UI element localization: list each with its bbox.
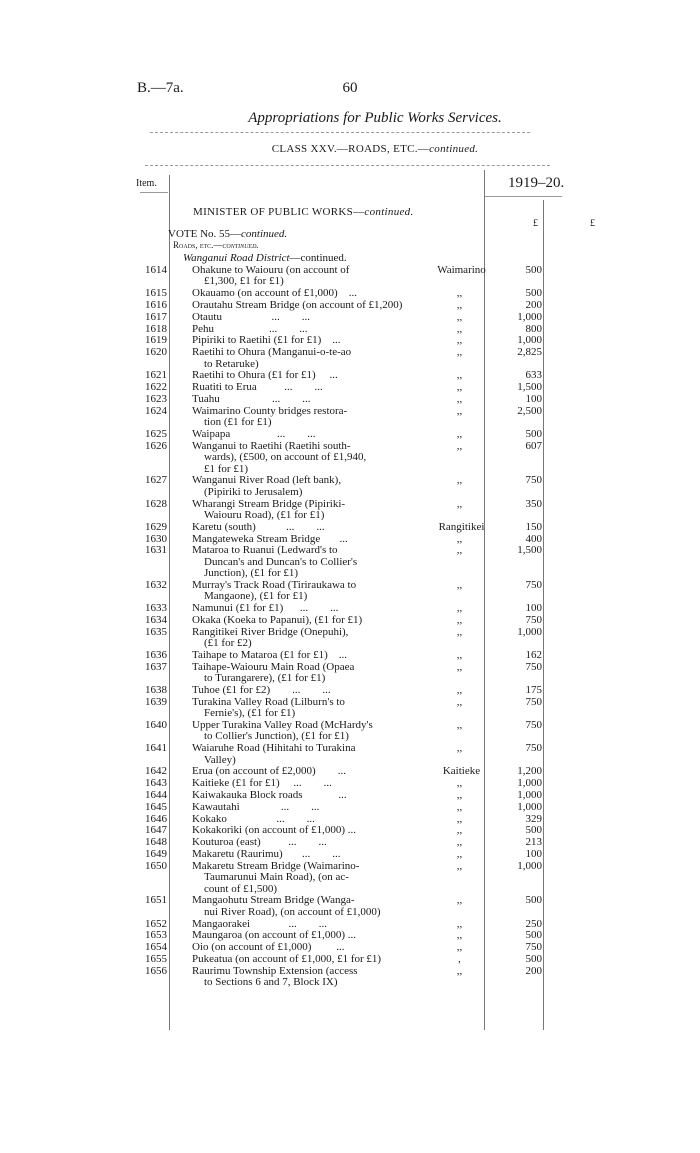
item-amount: 500 (525, 287, 542, 300)
item-county: ,, (456, 824, 463, 837)
item-county: ,, (456, 299, 463, 311)
vote-heading (168, 228, 287, 240)
item-number: 1628 (145, 497, 167, 510)
item-description-line: Pehu ... ... (192, 322, 308, 335)
item-county: ,, (456, 836, 463, 849)
item-number: 1615 (145, 287, 167, 300)
item-description-line: Wanganui River Road (left bank), (192, 474, 342, 487)
item-county: ,, (456, 497, 463, 510)
item-description-line: Waiouru Road), (£1 for £1) (204, 509, 325, 521)
item-amount: 162 (525, 649, 542, 661)
item-number: 1654 (145, 941, 167, 954)
item-amount: 350 (525, 497, 542, 510)
item-county: ,, (456, 848, 463, 860)
item-amount: 607 (525, 439, 542, 452)
item-county: ,, (456, 800, 463, 813)
item-description-line: Namunui (£1 for £1) ... ... (192, 602, 339, 615)
item-number: 1649 (145, 848, 167, 860)
item-amount: 750 (525, 941, 542, 954)
roads-subheading-main: Roads, etc.— (173, 240, 223, 250)
item-county: ,, (456, 474, 463, 487)
item-county: ,, (456, 334, 463, 347)
item-amount: 329 (525, 812, 542, 825)
item-column-rule (169, 175, 170, 1030)
item-number: 1633 (145, 602, 167, 615)
item-county: ,, (456, 369, 463, 382)
item-description-line: Taihape-Waiouru Main Road (Opaea (192, 660, 355, 673)
amount-column-rule-right (543, 200, 544, 1030)
item-amount: 1,500 (517, 381, 542, 394)
item-description-line: Waipapa ... ... (192, 428, 316, 440)
page-title: Appropriations for Public Works Services. (248, 110, 502, 126)
item-description-line: Raetihi to Ohura (£1 for £1) ... (192, 369, 338, 382)
item-county: ,, (456, 544, 463, 557)
item-description-line: Taumarunui Main Road), (on ac- (204, 871, 349, 884)
item-number: 1638 (145, 684, 167, 696)
item-description-line: Mangaohutu Stream Bridge (Wanga- (192, 894, 355, 907)
item-county: ,, (456, 310, 463, 323)
item-amount: 2,500 (517, 404, 542, 417)
item-description-line: to Turangarere), (£1 for £1) (204, 672, 326, 685)
item-county: ,, (456, 614, 463, 626)
header-underline-year (484, 196, 562, 197)
item-number: 1627 (145, 474, 167, 487)
item-description-line: Upper Turakina Valley Road (McHardy's (192, 719, 373, 731)
item-number: 1625 (145, 428, 167, 440)
item-county: Rangitikei (438, 520, 485, 533)
item-amount: 400 (525, 532, 542, 545)
item-amount: 1,200 (517, 765, 542, 778)
item-county: ,, (456, 602, 463, 615)
item-number: 1620 (145, 346, 167, 359)
item-description-line: Tuhoe (£1 for £2) ... ... (192, 684, 331, 696)
item-number: 1624 (145, 404, 167, 417)
item-county: ,, (456, 404, 463, 417)
item-amount: 500 (525, 428, 542, 440)
item-description-line: Kaiwakauka Block roads ... (192, 789, 347, 801)
item-amount: 750 (525, 660, 542, 673)
item-county: ,, (456, 964, 463, 977)
item-amount: 1,000 (517, 310, 542, 323)
item-county: Kaitieke (442, 765, 481, 778)
item-number: 1631 (145, 544, 167, 557)
item-county: ,, (456, 322, 463, 335)
item-number: 1630 (145, 532, 167, 545)
item-description-line: Valley) (204, 753, 236, 766)
item-amount: 633 (525, 369, 542, 382)
item-county: ,, (456, 777, 463, 790)
item-amount: 100 (525, 393, 542, 405)
item-amount: 750 (525, 614, 542, 626)
district-subheading-main: Wanganui Road District (183, 252, 290, 264)
roads-subheading-continued: continued. (222, 240, 259, 250)
item-county: ,, (456, 719, 463, 731)
class-heading-continued: continued. (429, 143, 479, 155)
class-heading-main: CLASS XXV.—ROADS, ETC.— (271, 143, 430, 155)
item-county: ,, (456, 346, 463, 359)
item-description-line: Ohakune to Waiouru (on account of (192, 264, 350, 276)
item-description-line: (Pipiriki to Jerusalem) (204, 485, 303, 498)
item-amount: 200 (525, 964, 542, 977)
item-description-line: Kokako ... ... (192, 812, 315, 825)
item-description-line: to Sections 6 and 7, Block IX) (204, 976, 338, 989)
item-number: 1634 (145, 614, 167, 626)
vote-heading-main: VOTE No. 55— (168, 228, 242, 240)
item-county: , (458, 953, 461, 965)
item-description-line: £1 for £1) (204, 462, 248, 475)
item-description-line: Karetu (south) ... ... (192, 520, 325, 533)
item-amount: 1,000 (517, 625, 542, 638)
item-description-line: Otautu ... ... (192, 310, 310, 323)
item-amount: 150 (525, 520, 542, 533)
item-amount: 500 (525, 953, 542, 965)
item-number: 1645 (145, 800, 167, 813)
item-county: Waimarino (437, 264, 486, 276)
item-amount: 175 (525, 684, 542, 696)
item-description-line: Wharangi Stream Bridge (Pipiriki- (192, 497, 346, 510)
item-number: 1655 (145, 953, 167, 965)
item-number: 1629 (145, 520, 167, 533)
item-description-line: tion (£1 for £1) (204, 416, 272, 429)
item-county: ,, (456, 625, 463, 638)
item-description-line: Rangitikei River Bridge (Onepuhi), (192, 625, 349, 638)
item-description-line: nui River Road), (on account of £1,000) (204, 905, 381, 918)
item-description-line: Wanganui to Raetihi (Raetihi south- (192, 439, 351, 452)
item-description-line: Makaretu Stream Bridge (Waimarino- (192, 859, 360, 872)
item-amount: 2,825 (517, 346, 542, 359)
item-column-header: Item. (136, 178, 157, 189)
item-number: 1618 (145, 322, 167, 335)
item-description-line: Tuahu ... ... (192, 393, 311, 405)
item-county: ,, (456, 929, 463, 942)
item-county: ,, (456, 428, 463, 440)
item-county: ,, (456, 894, 463, 907)
item-county: ,, (456, 649, 463, 661)
item-description-line: Pipiriki to Raetihi (£1 for £1) ... (192, 334, 341, 347)
year-column-header: 1919–20. (508, 175, 565, 191)
item-county: ,, (456, 660, 463, 673)
item-description-line: count of £1,500) (204, 882, 278, 895)
item-number: 1651 (145, 894, 167, 907)
item-amount: 100 (525, 848, 542, 860)
item-amount: 1,000 (517, 334, 542, 347)
item-number: 1637 (145, 660, 167, 673)
header-underline-items (140, 192, 168, 193)
item-number: 1641 (145, 742, 167, 755)
minister-heading (193, 206, 414, 218)
item-number: 1648 (145, 836, 167, 849)
item-number: 1656 (145, 964, 167, 977)
item-number: 1614 (145, 264, 167, 276)
item-description-line: Ruatiti to Erua ... ... (192, 381, 323, 394)
item-description-line: Makaretu (Raurimu) ... ... (192, 848, 341, 860)
item-amount: 1,000 (517, 777, 542, 790)
item-number: 1650 (145, 859, 167, 872)
item-description-line: Waimarino County bridges restora- (192, 404, 348, 417)
item-number: 1644 (145, 789, 167, 801)
item-number: 1639 (145, 695, 167, 708)
item-county: ,, (456, 532, 463, 545)
item-county: ,, (456, 287, 463, 300)
item-description-line: Okauamo (on account of £1,000) ... (192, 287, 357, 300)
item-amount: 750 (525, 579, 542, 591)
item-description-line: Raurimu Township Extension (access (192, 964, 358, 977)
item-description-line: wards), (£500, on account of £1,940, (204, 451, 367, 464)
item-description-line: to Retaruke) (204, 357, 259, 370)
item-number: 1640 (145, 719, 167, 731)
item-description-line: Okaka (Koeka to Papanui), (£1 for £1) (192, 614, 363, 626)
vote-heading-continued: continued. (241, 228, 288, 240)
item-amount: 750 (525, 474, 542, 487)
item-description-line: Orautahu Stream Bridge (on account of £1,200) (192, 299, 403, 311)
item-description-line: Pukeatua (on account of £1,000, £1 for £1) (192, 953, 382, 965)
district-subheading (183, 252, 347, 264)
item-description-line: Mangateweka Stream Bridge ... (192, 532, 348, 545)
item-number: 1616 (145, 299, 167, 311)
document-reference: B.—7a. (137, 80, 184, 96)
item-description-line: Kaitieke (£1 for £1) ... ... (192, 777, 332, 790)
item-number: 1642 (145, 765, 167, 778)
item-amount: 1,000 (517, 859, 542, 872)
item-county: ,, (456, 917, 463, 930)
item-county: ,, (456, 812, 463, 825)
item-amount: 500 (525, 824, 542, 837)
item-county: ,, (456, 439, 463, 452)
item-description-line: Mangaone), (£1 for £1) (204, 590, 308, 603)
class-divider (145, 165, 550, 166)
minister-heading-continued: continued. (364, 206, 414, 218)
item-amount: 750 (525, 742, 542, 755)
item-description-line: Raetihi to Ohura (Manganui-o-te-ao (192, 346, 352, 359)
item-number: 1623 (145, 393, 167, 405)
item-number: 1636 (145, 649, 167, 661)
class-heading (0, 143, 700, 155)
item-amount: 1,000 (517, 789, 542, 801)
item-description-line: Fernie's), (£1 for £1) (204, 707, 296, 720)
item-number: 1619 (145, 334, 167, 347)
item-number: 1652 (145, 917, 167, 930)
item-description-line: Waiaruhe Road (Hihitahi to Turakina (192, 742, 356, 755)
item-amount: 200 (525, 299, 542, 311)
item-description-line: Oio (on account of £1,000) ... (192, 941, 345, 954)
item-description-line: Kokakoriki (on account of £1,000) ... (192, 824, 357, 837)
item-amount: 500 (525, 929, 542, 942)
item-description-line: to Collier's Junction), (£1 for £1) (204, 730, 349, 743)
item-description-line: (£1 for £2) (204, 637, 252, 650)
item-county: ,, (456, 393, 463, 405)
item-county: ,, (456, 941, 463, 954)
pound-sign-left: £ (533, 218, 538, 229)
item-description-line: Junction), (£1 for £1) (204, 567, 299, 580)
page-number: 60 (342, 80, 358, 96)
district-subheading-continued: —continued. (289, 252, 347, 264)
item-number: 1617 (145, 310, 167, 323)
item-number: 1621 (145, 369, 167, 382)
roads-subheading (173, 240, 259, 250)
item-amount: 100 (525, 602, 542, 615)
item-amount: 1,500 (517, 544, 542, 557)
item-county: ,, (456, 684, 463, 696)
item-description-line: Erua (on account of £2,000) ... (192, 765, 346, 778)
item-description-line: Maungaroa (on account of £1,000) ... (192, 929, 357, 942)
item-description-line: £1,300, £1 for £1) (204, 275, 284, 288)
item-number: 1643 (145, 777, 167, 790)
item-amount: 213 (525, 836, 542, 849)
item-county: ,, (456, 859, 463, 872)
item-county: ,, (456, 381, 463, 394)
item-amount: 1,000 (517, 800, 542, 813)
item-number: 1626 (145, 439, 167, 452)
item-description-line: Murray's Track Road (Tiriraukawa to (192, 579, 357, 591)
item-description-line: Kouturoa (east) ... ... (192, 836, 327, 849)
item-number: 1647 (145, 824, 167, 837)
item-number: 1632 (145, 579, 167, 591)
item-description-line: Turakina Valley Road (Lilburn's to (192, 695, 345, 708)
item-description-line: Mataroa to Ruanui (Ledward's to (192, 544, 338, 557)
item-amount: 500 (525, 264, 542, 276)
item-county: ,, (456, 742, 463, 755)
item-amount: 750 (525, 719, 542, 731)
item-county: ,, (456, 695, 463, 708)
item-number: 1646 (145, 812, 167, 825)
item-number: 1622 (145, 381, 167, 394)
item-amount: 750 (525, 695, 542, 708)
title-divider (150, 132, 530, 133)
item-amount: 800 (525, 322, 542, 335)
pound-sign-right: £ (590, 218, 595, 229)
item-amount: 500 (525, 894, 542, 907)
item-amount: 250 (525, 917, 542, 930)
item-number: 1653 (145, 929, 167, 942)
item-description-line: Mangaorakei ... ... (192, 917, 328, 930)
item-county: ,, (456, 789, 463, 801)
minister-heading-main: MINISTER OF PUBLIC WORKS— (193, 206, 365, 218)
item-number: 1635 (145, 625, 167, 638)
item-description-line: Duncan's and Duncan's to Collier's (204, 555, 358, 568)
item-description-line: Taihape to Mataroa (£1 for £1) ... (192, 649, 348, 661)
item-county: ,, (456, 579, 463, 591)
item-description-line: Kawautahi ... ... (192, 800, 320, 813)
